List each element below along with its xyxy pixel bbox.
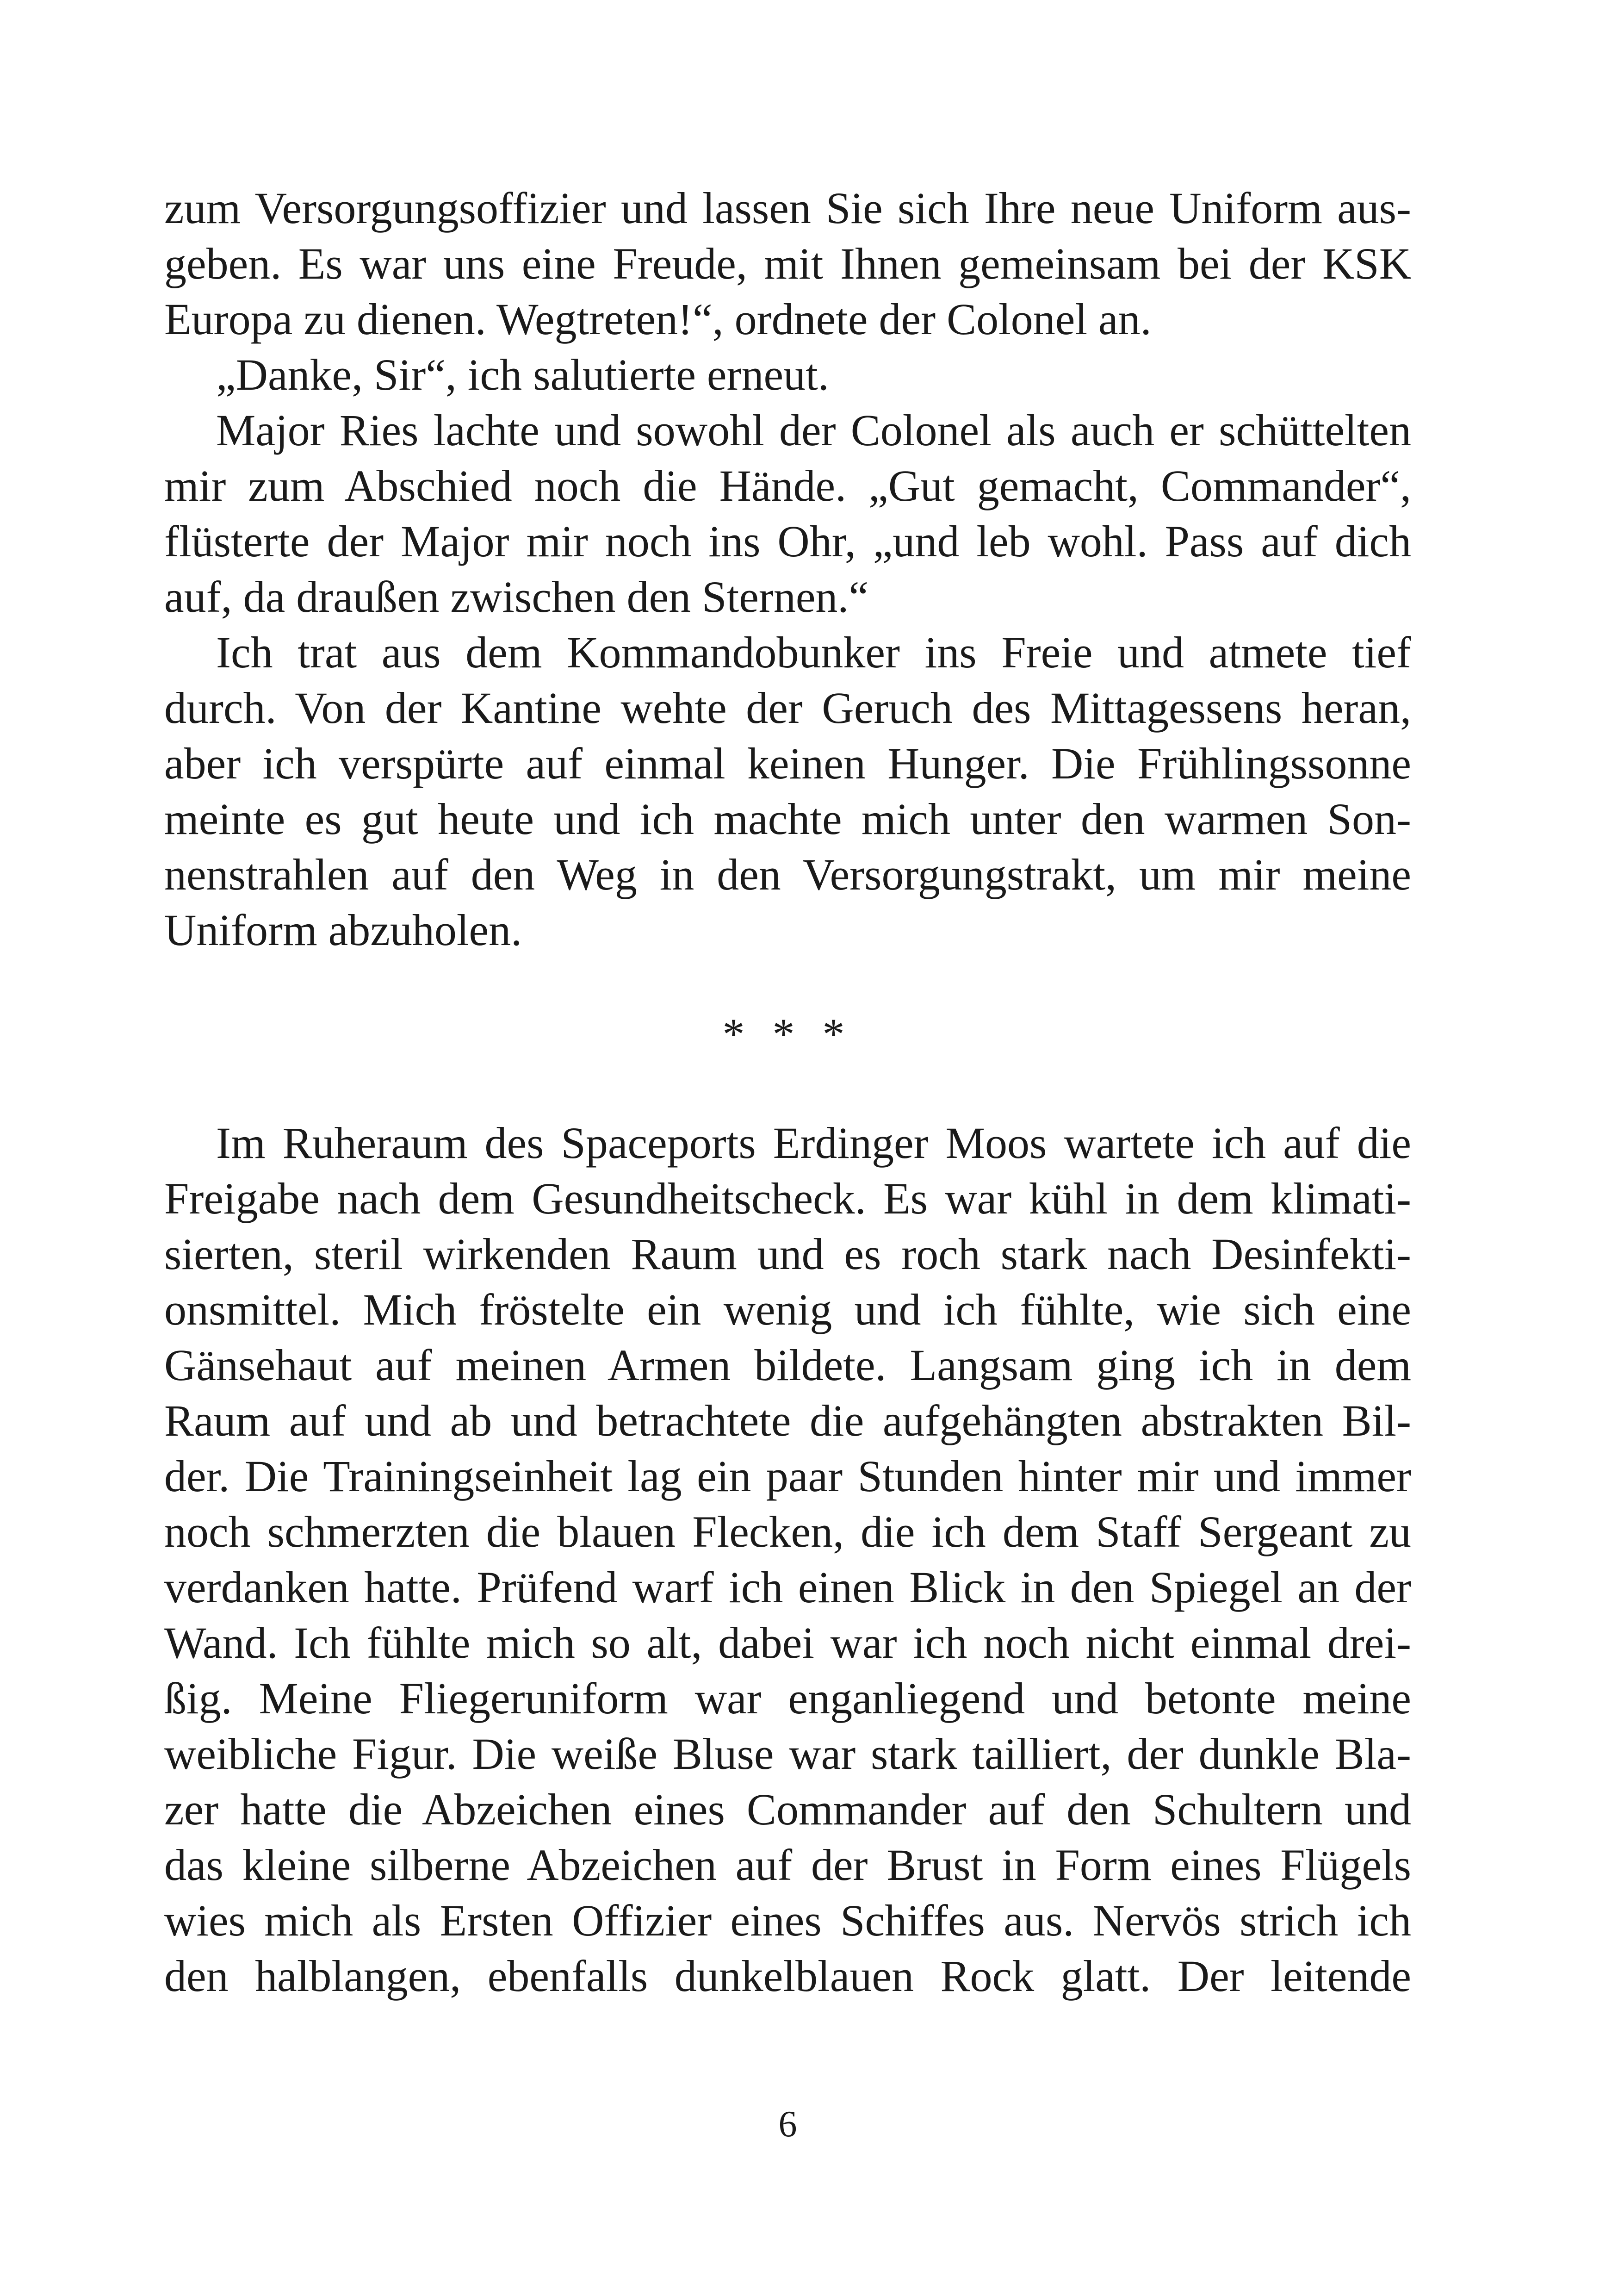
text-line: auf, da draußen zwischen den Sternen.“	[164, 572, 869, 622]
text-line: das kleine silberne Abzeichen auf der Brust in Form eines Flügels	[164, 1840, 1411, 1890]
page-number: 6	[778, 2104, 797, 2145]
text-line: „Danke, Sir“, ich salutierte erneut.	[216, 350, 829, 399]
text-line: weibliche Figur. Die weiße Bluse war stark tailliert, der dunkle Bla-	[164, 1729, 1411, 1779]
text-line: Freigabe nach dem Gesundheitscheck. Es war kühl in dem klimati-	[164, 1174, 1411, 1223]
text-line: noch schmerzten die blauen Flecken, die ich dem Staff Sergeant zu	[164, 1507, 1411, 1556]
text-line: Gänsehaut auf meinen Armen bildete. Langsam ging ich in dem	[164, 1340, 1411, 1390]
text-line: der. Die Trainingseinheit lag ein paar Stunden hinter mir und immer	[164, 1451, 1411, 1501]
text-line: zer hatte die Abzeichen eines Commander auf den Schultern und	[164, 1785, 1411, 1834]
text-line: meinte es gut heute und ich machte mich unter den warmen Son-	[164, 794, 1411, 844]
text-line: verdanken hatte. Prüfend warf ich einen Blick in den Spiegel an der	[164, 1562, 1411, 1612]
text-line: geben. Es war uns eine Freude, mit Ihnen gemeinsam bei der KSK	[164, 239, 1411, 288]
text-line: durch. Von der Kantine wehte der Geruch des Mittagessens heran,	[164, 683, 1411, 733]
text-line: Ich trat aus dem Kommandobunker ins Freie und atmete tief	[216, 628, 1411, 677]
section-separator: * * *	[722, 1009, 853, 1059]
text-line: Europa zu dienen. Wegtreten!“, ordnete der Colonel an.	[164, 294, 1152, 344]
text-line: sierten, steril wirkenden Raum und es roch stark nach Desinfekti-	[164, 1229, 1411, 1279]
text-line: Major Ries lachte und sowohl der Colonel als auch er schüttelten	[216, 405, 1411, 455]
text-line: Raum auf und ab und betrachtete die aufgehängten abstrakten Bil-	[164, 1396, 1411, 1445]
text-line: mir zum Abschied noch die Hände. „Gut gemacht, Commander“,	[164, 461, 1411, 510]
text-line: wies mich als Ersten Offizier eines Schiffes aus. Nervös strich ich	[164, 1896, 1411, 1945]
text-line: Uniform abzuholen.	[164, 905, 522, 955]
text-line: flüsterte der Major mir noch ins Ohr, „und leb wohl. Pass auf dich	[164, 516, 1411, 566]
text-line: Wand. Ich fühlte mich so alt, dabei war ich noch nicht einmal drei-	[164, 1618, 1411, 1668]
text-block-1	[164, 180, 1411, 958]
text-line: aber ich verspürte auf einmal keinen Hunger. Die Frühlingssonne	[164, 739, 1411, 788]
text-block-2	[164, 1115, 1411, 2004]
text-line: Im Ruheraum des Spaceports Erdinger Moos wartete ich auf die	[216, 1118, 1411, 1168]
text-line: ßig. Meine Fliegeruniform war enganliegend und betonte meine	[164, 1674, 1411, 1723]
text-line: nenstrahlen auf den Weg in den Versorgungstrakt, um mir meine	[164, 850, 1411, 899]
text-line: onsmittel. Mich fröstelte ein wenig und ich fühlte, wie sich eine	[164, 1285, 1411, 1334]
text-line: zum Versorgungsoffizier und lassen Sie sich Ihre neue Uniform aus-	[164, 183, 1411, 233]
text-line: den halblangen, ebenfalls dunkelblauen Rock glatt. Der leitende	[164, 1951, 1411, 2001]
